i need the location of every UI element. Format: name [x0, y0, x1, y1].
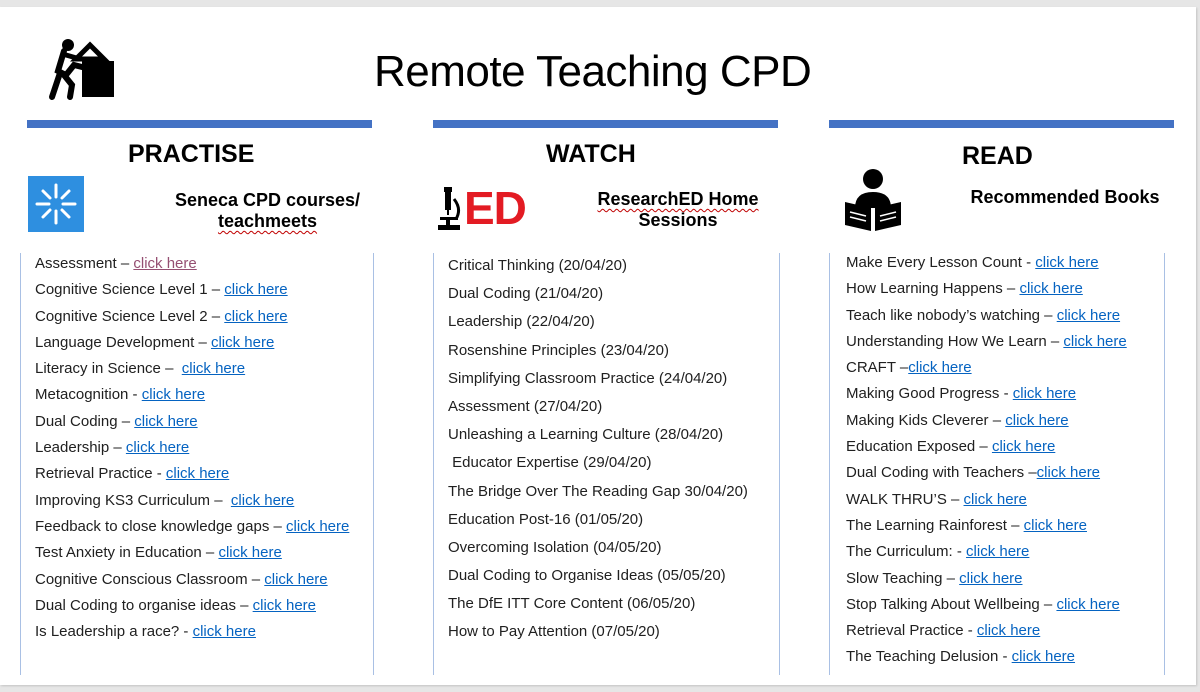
read-list-item: [846, 408, 1127, 434]
watch-accent-bar: [433, 120, 778, 128]
practise-list-item: [35, 514, 349, 540]
read-click-here-link[interactable]: click here: [1012, 385, 1077, 403]
watch-list: [448, 252, 748, 647]
practise-list-item: [35, 356, 349, 382]
practise-accent-bar: [27, 120, 372, 128]
read-list-item: [846, 566, 1127, 592]
read-item-label: Making Good Progress -: [846, 385, 1013, 403]
read-list-item: [846, 276, 1127, 302]
watch-item-label: Critical Thinking (20/04/20): [448, 257, 627, 274]
watch-list-item: [448, 308, 748, 336]
read-click-here-link[interactable]: click here: [1036, 464, 1101, 482]
read-click-here-link[interactable]: click here: [963, 490, 1027, 508]
practise-click-here-link[interactable]: click here: [230, 491, 295, 509]
read-item-label: Stop Talking About Wellbeing –: [846, 595, 1057, 613]
practise-item-label: Test Anxiety in Education –: [35, 544, 219, 562]
practise-click-here-link[interactable]: click here: [210, 333, 275, 351]
read-list-item: [846, 381, 1127, 407]
read-list: [846, 250, 1127, 671]
read-list-item: [846, 539, 1127, 565]
read-list-item: [846, 434, 1127, 460]
watch-list-item: [448, 449, 748, 477]
read-list-item: [846, 329, 1127, 355]
read-item-label: The Learning Rainforest –: [846, 516, 1024, 534]
practise-heading: PRACTISE: [128, 140, 255, 168]
read-click-here-link[interactable]: click here: [959, 569, 1023, 587]
practise-click-here-link[interactable]: click here: [224, 281, 288, 299]
read-item-label: The Curriculum: -: [846, 543, 967, 561]
practise-subtitle-line1: Seneca CPD courses/: [174, 190, 361, 210]
practise-click-here-link[interactable]: click here: [252, 596, 316, 614]
watch-item-label: Educator Expertise (29/04/20): [448, 454, 652, 472]
watch-item-label: Rosenshine Principles (23/04/20): [448, 341, 669, 359]
practise-list-item: [35, 567, 349, 593]
watch-right-divider: [779, 253, 780, 675]
practise-click-here-link[interactable]: click here: [134, 412, 198, 430]
read-left-divider: [829, 253, 830, 675]
watch-list-item: [448, 478, 748, 506]
read-click-here-link[interactable]: click here: [1011, 648, 1076, 666]
practise-item-label: Dual Coding to organise ideas –: [35, 596, 253, 614]
watch-item-label: Overcoming Isolation (04/05/20): [448, 538, 662, 556]
practise-subtitle: [170, 190, 365, 232]
read-item-label: Education Exposed –: [846, 438, 992, 456]
practise-list-item: [35, 330, 349, 356]
practise-list-item: [35, 540, 349, 566]
watch-item-label: Leadership (22/04/20): [448, 313, 595, 331]
practise-right-divider: [373, 253, 374, 675]
practise-item-label: Assessment –: [35, 255, 134, 272]
read-click-here-link[interactable]: click here: [991, 438, 1056, 456]
read-accent-bar: [829, 120, 1174, 128]
practise-item-label: Retrieval Practice -: [35, 465, 166, 483]
practise-item-label: Dual Coding –: [35, 412, 135, 430]
practise-list-item: [35, 461, 349, 487]
watch-list-item: [448, 618, 748, 646]
watch-list-item: [448, 337, 748, 365]
read-click-here-link[interactable]: click here: [1005, 411, 1069, 429]
practise-item-label: Leadership –: [35, 439, 126, 457]
read-list-item: [846, 644, 1127, 670]
watch-list-item: [448, 506, 748, 534]
practise-click-here-link[interactable]: click here: [125, 439, 190, 457]
watch-item-label: The DfE ITT Core Content (06/05/20): [448, 595, 696, 613]
person-reading-book-icon: [843, 168, 903, 234]
watch-list-item: [448, 534, 748, 562]
read-list-item: [846, 355, 1127, 381]
read-click-here-link[interactable]: click here: [1035, 254, 1099, 271]
watch-subtitle-line1: ResearchED Home: [597, 189, 759, 209]
practise-item-label: Is Leadership a race? -: [35, 623, 193, 641]
watch-left-divider: [433, 253, 434, 675]
practise-click-here-link[interactable]: click here: [141, 386, 206, 404]
read-click-here-link[interactable]: click here: [976, 622, 1041, 640]
practise-list-item: [35, 304, 349, 330]
practise-item-label: Feedback to close knowledge gaps –: [35, 517, 286, 535]
researched-logo-text: ED: [464, 182, 526, 234]
practise-click-here-link[interactable]: click here: [192, 623, 256, 641]
read-click-here-link[interactable]: click here: [1023, 516, 1087, 534]
practise-subtitle-line2: teachmeets: [217, 211, 318, 231]
read-list-item: [846, 618, 1127, 644]
practise-item-label: Cognitive Science Level 2 –: [35, 307, 225, 325]
practise-list-item: [35, 619, 349, 645]
microscope-icon: [436, 185, 462, 231]
watch-list-item: [448, 421, 748, 449]
read-list-item: [846, 513, 1127, 539]
practise-list-item: [35, 409, 349, 435]
person-pushing-box-icon: [46, 37, 116, 101]
read-click-here-link[interactable]: click here: [966, 543, 1030, 561]
read-item-label: Understanding How We Learn –: [846, 332, 1064, 350]
researched-logo: [436, 182, 554, 235]
watch-item-label: Unleashing a Learning Culture (28/04/20): [448, 426, 724, 444]
read-item-label: Retrieval Practice -: [846, 622, 977, 640]
practise-click-here-link[interactable]: click here: [286, 517, 350, 535]
read-click-here-link[interactable]: click here: [1056, 595, 1120, 613]
watch-heading: WATCH: [546, 140, 636, 168]
read-item-label: Teach like nobody’s watching –: [846, 306, 1057, 324]
practise-click-here-link[interactable]: click here: [218, 544, 282, 562]
practise-click-here-link[interactable]: click here: [224, 307, 288, 325]
watch-list-item: [448, 393, 748, 421]
watch-list-item: [448, 562, 748, 590]
practise-item-label: Language Development –: [35, 333, 211, 351]
read-list-item: [846, 592, 1127, 618]
read-heading: READ: [962, 142, 1033, 170]
read-item-label: Making Kids Cleverer –: [846, 411, 1006, 429]
read-list-item: [846, 303, 1127, 329]
practise-click-here-link[interactable]: click here: [264, 570, 328, 588]
practise-item-label: Cognitive Science Level 1 –: [35, 281, 225, 299]
watch-list-item: [448, 365, 748, 393]
read-item-label: WALK THRU’S –: [846, 490, 964, 508]
read-click-here-link[interactable]: click here: [1056, 306, 1121, 324]
watch-item-label: Dual Coding (21/04/20): [448, 285, 604, 303]
practise-item-label: Metacognition -: [35, 386, 142, 404]
watch-item-label: Dual Coding to Organise Ideas (05/05/20): [448, 567, 726, 585]
watch-item-label: Education Post-16 (01/05/20): [448, 510, 644, 528]
read-list-item: [846, 250, 1127, 276]
practise-list: [35, 251, 349, 645]
watch-item-label: The Bridge Over The Reading Gap 30/04/20): [448, 482, 748, 500]
watch-list-item: [448, 280, 748, 308]
slide: [0, 7, 1196, 685]
practise-item-label: Literacy in Science –: [35, 360, 182, 378]
seneca-asterisk-icon: [28, 176, 84, 232]
practise-list-item: [35, 435, 349, 461]
watch-list-item: [448, 252, 748, 280]
practise-list-item: [35, 488, 349, 514]
practise-item-label: Improving KS3 Curriculum –: [35, 491, 231, 509]
read-item-label: CRAFT –: [846, 359, 909, 377]
watch-subtitle: [590, 189, 766, 231]
practise-list-item: [35, 593, 349, 619]
read-item-label: Slow Teaching –: [846, 569, 960, 587]
watch-subtitle-line2: Sessions: [638, 210, 718, 230]
read-click-here-link[interactable]: click here: [908, 359, 972, 377]
practise-list-item: [35, 251, 349, 277]
practise-list-item: [35, 277, 349, 303]
practise-left-divider: [20, 253, 21, 675]
watch-list-item: [448, 590, 748, 618]
read-item-label: How Learning Happens –: [846, 280, 1020, 298]
practise-click-here-link[interactable]: click here: [181, 360, 246, 378]
read-subtitle: Recommended Books: [970, 187, 1160, 207]
watch-item-label: Assessment (27/04/20): [448, 397, 603, 415]
practise-click-here-link[interactable]: click here: [165, 465, 230, 483]
read-item-label: Dual Coding with Teachers –: [846, 464, 1037, 482]
watch-item-label: Simplifying Classroom Practice (24/04/20): [448, 369, 728, 387]
read-click-here-link[interactable]: click here: [1063, 332, 1127, 350]
page-title: Remote Teaching CPD: [374, 47, 812, 96]
read-list-item: [846, 460, 1127, 486]
watch-item-label: How to Pay Attention (07/05/20): [448, 623, 660, 641]
read-click-here-link[interactable]: click here: [1019, 280, 1083, 298]
practise-click-here-link[interactable]: click here: [133, 255, 197, 272]
read-item-label: The Teaching Delusion -: [846, 648, 1012, 666]
read-right-divider: [1164, 253, 1165, 675]
practise-item-label: Cognitive Conscious Classroom –: [35, 570, 265, 588]
read-list-item: [846, 487, 1127, 513]
read-item-label: Make Every Lesson Count -: [846, 254, 1036, 271]
practise-list-item: [35, 382, 349, 408]
